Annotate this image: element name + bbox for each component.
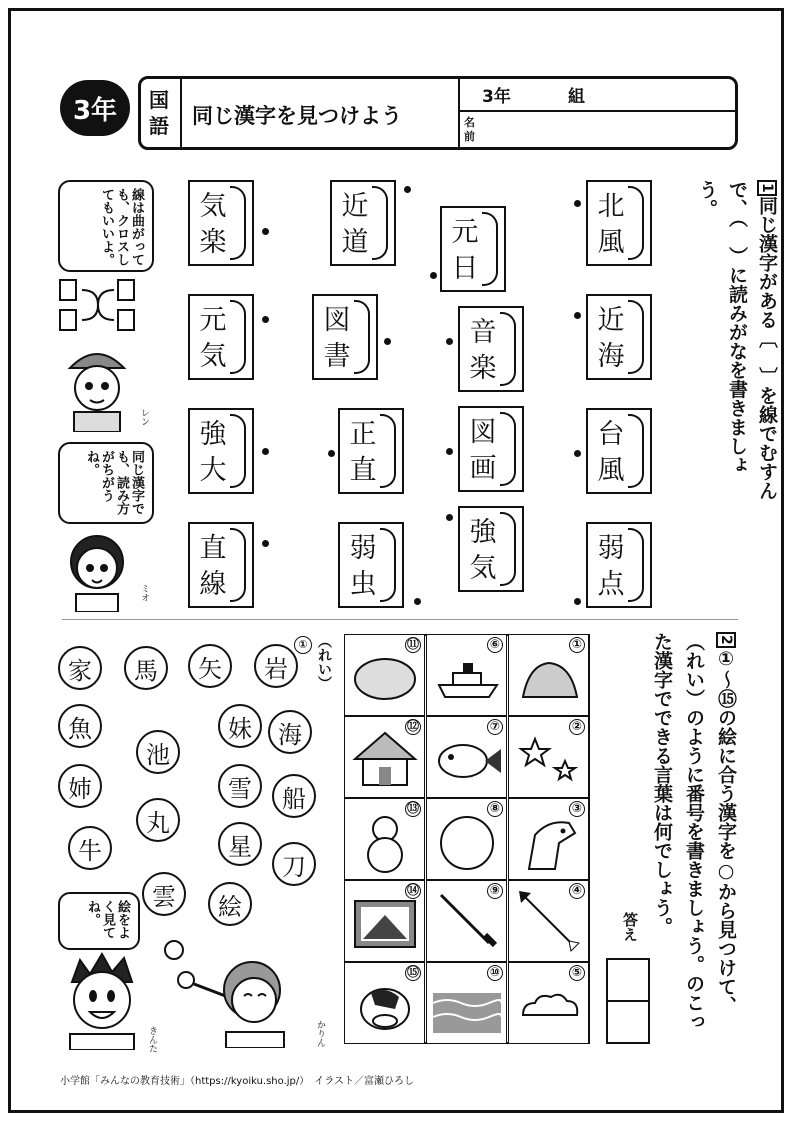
card-kanji: 直 (349, 455, 377, 486)
connection-dot[interactable] (446, 448, 453, 455)
reading-bracket[interactable] (230, 186, 246, 224)
card-kanji: 日 (451, 253, 479, 284)
kanji-word-card[interactable] (458, 506, 524, 592)
picture-cell (508, 634, 589, 716)
card-kanji: 北 (597, 191, 625, 222)
connection-dot[interactable] (414, 598, 421, 605)
picture-cell (344, 880, 425, 962)
q1-number: 1 (757, 180, 777, 196)
reading-bracket[interactable] (628, 528, 644, 566)
hint-bubble-3 (58, 892, 140, 950)
kanji-circle[interactable]: 家 (58, 646, 102, 690)
kanji-circle[interactable]: 牛 (68, 826, 112, 870)
hint-text-1: 線は曲がっても、クロスしてもいいよ。 (99, 188, 144, 266)
reading-bracket[interactable] (354, 300, 370, 338)
card-kanji: 気 (199, 191, 227, 222)
character-name-ren: レン (139, 408, 149, 426)
picture-number: ⑫ (406, 719, 419, 733)
reading-bracket[interactable] (628, 186, 644, 224)
card-kanji: 図 (469, 417, 497, 448)
card-kanji: 楽 (469, 353, 497, 384)
name-label: 名前 (464, 116, 475, 143)
kanji-word-card[interactable] (586, 408, 652, 494)
q2-instruction (646, 632, 742, 1042)
reading-bracket[interactable] (372, 186, 388, 224)
kumi-label: 組 (568, 87, 585, 107)
card-kanji: 大 (199, 455, 227, 486)
kanji-word-card[interactable] (338, 408, 404, 494)
q1-instruction (692, 180, 782, 500)
reading-bracket[interactable] (230, 222, 246, 260)
reading-bracket[interactable] (628, 450, 644, 488)
subject-char: 国 (149, 88, 169, 112)
reading-bracket[interactable] (628, 336, 644, 374)
q2-number: 2 (716, 632, 736, 648)
reading-bracket[interactable] (482, 212, 498, 250)
kanji-circle[interactable]: 馬 (124, 646, 168, 690)
picture-cell (508, 716, 589, 798)
reading-bracket[interactable] (372, 222, 388, 260)
character-name-mio: ミオ (139, 584, 149, 602)
picture-number: ⑮ (406, 965, 419, 979)
reading-bracket[interactable] (500, 312, 516, 350)
reading-bracket[interactable] (230, 336, 246, 374)
card-kanji: 点 (597, 569, 625, 600)
card-kanji: 書 (323, 341, 351, 372)
answer-box-divider (606, 1000, 650, 1002)
reading-bracket[interactable] (380, 450, 396, 488)
kanji-word-card[interactable] (338, 522, 404, 608)
kanji-word-card[interactable] (586, 294, 652, 380)
connection-dot[interactable] (262, 316, 269, 323)
picture-number: ⑪ (406, 637, 419, 651)
picture-cell (344, 716, 425, 798)
worksheet-title: 同じ漢字を見つけよう (192, 104, 402, 128)
kanji-word-card[interactable] (586, 522, 652, 608)
connection-dot[interactable] (574, 200, 581, 207)
kanji-word-card[interactable] (330, 180, 396, 266)
kanji-word-card[interactable] (312, 294, 378, 380)
connection-dot[interactable] (430, 272, 437, 279)
header-divider (458, 76, 460, 150)
connection-dot[interactable] (262, 448, 269, 455)
character-name-kinta: きんた (147, 1026, 157, 1053)
kanji-circle[interactable]: 岩 (254, 644, 298, 688)
picture-number: ⑦ (487, 719, 503, 735)
reading-bracket[interactable] (230, 528, 246, 566)
kanji-word-card[interactable] (458, 406, 524, 492)
hint-text-2: 同じ漢字でも、読み方がちがうね。 (84, 450, 144, 515)
card-kanji: 近 (597, 305, 625, 336)
card-kanji: 強 (469, 517, 497, 548)
kanji-circle[interactable]: 刀 (272, 842, 316, 886)
picture-cell (508, 880, 589, 962)
reading-bracket[interactable] (500, 348, 516, 386)
reading-bracket[interactable] (380, 564, 396, 602)
reading-bracket[interactable] (482, 248, 498, 286)
reading-bracket[interactable] (230, 564, 246, 602)
kanji-circle[interactable]: 星 (218, 822, 262, 866)
card-kanji: 弱 (349, 533, 377, 564)
card-kanji: 正 (349, 419, 377, 450)
kanji-circle[interactable]: 魚 (58, 704, 102, 748)
card-kanji: 図 (323, 305, 351, 336)
subject-char: 語 (149, 114, 169, 138)
reading-bracket[interactable] (628, 222, 644, 260)
card-kanji: 弱 (597, 533, 625, 564)
reading-bracket[interactable] (500, 548, 516, 586)
picture-cell (344, 962, 425, 1044)
hint-text-3: 絵をよく見てね。 (85, 900, 130, 939)
card-kanji: 風 (597, 227, 625, 258)
picture-number: ⑧ (487, 801, 503, 817)
card-kanji: 楽 (199, 227, 227, 258)
kanji-circle[interactable]: 絵 (208, 882, 252, 926)
card-kanji: 気 (199, 341, 227, 372)
class-label: 3年 (482, 87, 511, 107)
kanji-word-card[interactable] (188, 294, 254, 380)
reading-bracket[interactable] (500, 412, 516, 450)
subject-label (138, 76, 182, 150)
picture-cell (508, 798, 589, 880)
card-kanji: 虫 (349, 569, 377, 600)
character-karin-icon (170, 944, 310, 1048)
kanji-word-card[interactable] (188, 180, 254, 266)
example-label: （れい） (316, 634, 332, 690)
picture-cell (426, 634, 507, 716)
kanji-word-card[interactable] (440, 206, 506, 292)
hint-bubble-1 (58, 180, 154, 272)
kanji-circle[interactable]: 姉 (58, 764, 102, 808)
card-kanji: 画 (469, 453, 497, 484)
picture-number: ④ (569, 883, 585, 899)
footer-credit: 小学館「みんなの教育技術」（https://kyoiku.sho.jp/） イラスト／富瀬ひろし (60, 1076, 414, 1087)
picture-cell (426, 880, 507, 962)
kanji-circle[interactable]: 池 (136, 730, 180, 774)
card-kanji: 線 (199, 569, 227, 600)
kanji-circle[interactable]: 船 (272, 774, 316, 818)
kanji-word-card[interactable] (188, 522, 254, 608)
card-kanji: 道 (341, 227, 369, 258)
card-kanji: 音 (469, 317, 497, 348)
connection-dot[interactable] (328, 450, 335, 457)
picture-number: ⑩ (487, 965, 503, 981)
picture-number: ② (569, 719, 585, 735)
character-name-karin: かりん (315, 1020, 325, 1047)
reading-bracket[interactable] (230, 450, 246, 488)
kanji-circle[interactable]: 雲 (142, 872, 186, 916)
kanji-circle[interactable]: 丸 (136, 798, 180, 842)
kanji-word-card[interactable] (458, 306, 524, 392)
header-row-divider (458, 110, 738, 112)
answer-label: 答え (621, 912, 639, 942)
picture-number: ⑤ (569, 965, 585, 981)
kanji-circle[interactable]: 妹 (218, 704, 262, 748)
card-kanji: 近 (341, 191, 369, 222)
kanji-circle[interactable]: 海 (268, 710, 312, 754)
kanji-word-card[interactable] (188, 408, 254, 494)
card-kanji: 風 (597, 455, 625, 486)
picture-number: ③ (569, 801, 585, 817)
reading-bracket[interactable] (380, 528, 396, 566)
q1-text: 同じ漢字がある〔 〕を線でむすんで、（ ）に読みがなを書きましょう。 (696, 180, 778, 500)
example-number: ① (294, 636, 312, 654)
card-kanji: 元 (451, 217, 479, 248)
picture-number: ⑭ (406, 883, 419, 897)
q2-text: ①～⑮の絵に合う漢字を○から見つけて、（れい）のように番号を書きましょう。のこった漢字でできる言葉は何でしょう。 (651, 632, 737, 1031)
character-kinta-icon (60, 950, 144, 1050)
reading-bracket[interactable] (500, 512, 516, 550)
reading-bracket[interactable] (354, 336, 370, 374)
picture-cell (426, 716, 507, 798)
cross-line-diagram (58, 276, 148, 340)
picture-cell (344, 634, 425, 716)
card-kanji: 海 (597, 341, 625, 372)
connection-dot[interactable] (446, 338, 453, 345)
card-kanji: 元 (199, 305, 227, 336)
reading-bracket[interactable] (500, 448, 516, 486)
kanji-circle[interactable]: 雪 (218, 764, 262, 808)
grade-badge: 3年 (60, 80, 130, 136)
reading-bracket[interactable] (230, 414, 246, 452)
connection-dot[interactable] (574, 598, 581, 605)
connection-dot[interactable] (262, 228, 269, 235)
picture-number: ① (569, 637, 585, 653)
connection-dot[interactable] (574, 450, 581, 457)
connection-dot[interactable] (446, 514, 453, 521)
connection-dot[interactable] (574, 312, 581, 319)
connection-dot[interactable] (404, 186, 411, 193)
picture-number: ⑥ (487, 637, 503, 653)
picture-number: ⑨ (487, 883, 503, 899)
card-kanji: 台 (597, 419, 625, 450)
character-ren-icon (62, 340, 132, 432)
hint-bubble-2 (58, 442, 154, 524)
card-kanji: 気 (469, 553, 497, 584)
picture-cell (344, 798, 425, 880)
card-kanji: 強 (199, 419, 227, 450)
card-kanji: 直 (199, 533, 227, 564)
connection-dot[interactable] (384, 338, 391, 345)
picture-cell (426, 798, 507, 880)
section-separator (62, 619, 738, 620)
reading-bracket[interactable] (380, 414, 396, 452)
kanji-word-card[interactable] (586, 180, 652, 266)
picture-cell (508, 962, 589, 1044)
reading-bracket[interactable] (628, 564, 644, 602)
picture-number: ⑬ (406, 801, 419, 815)
reading-bracket[interactable] (628, 414, 644, 452)
reading-bracket[interactable] (628, 300, 644, 338)
reading-bracket[interactable] (230, 300, 246, 338)
character-mio-icon (62, 524, 132, 612)
picture-cell (426, 962, 507, 1044)
connection-dot[interactable] (262, 540, 269, 547)
kanji-circle[interactable]: 矢 (188, 644, 232, 688)
